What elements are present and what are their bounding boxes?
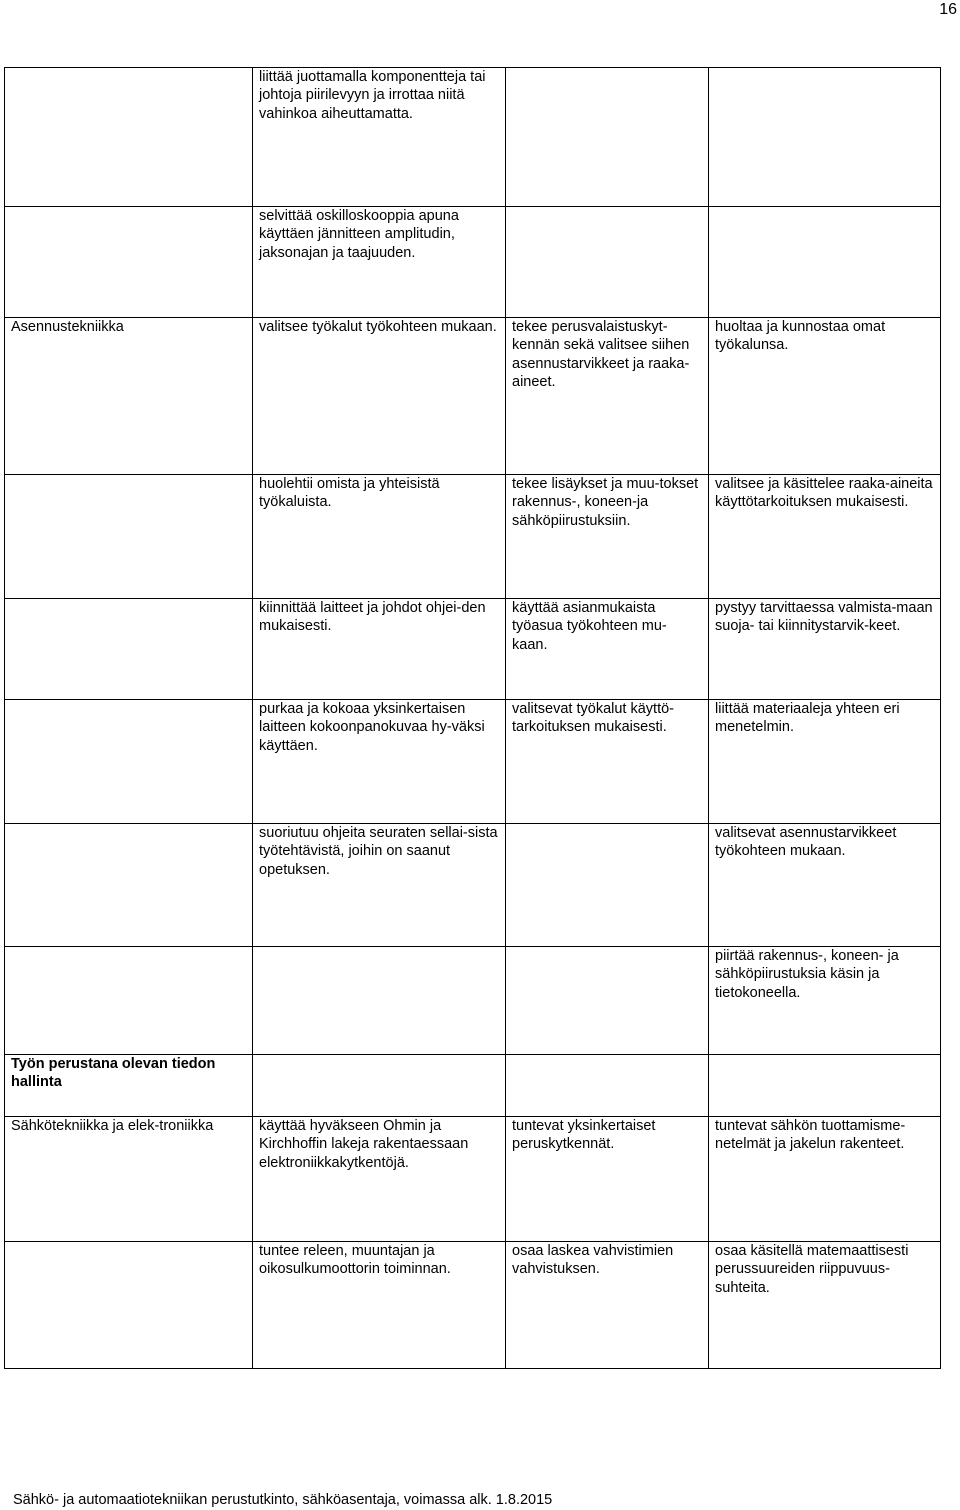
page-number: 16	[939, 1, 957, 18]
table-cell	[506, 824, 709, 947]
table-cell	[5, 68, 253, 207]
table-cell: liittää juottamalla komponentteja tai johtoja piirilevyyn ja irrottaa niitä vahinkoa aiheuttamatta.	[253, 68, 506, 207]
table-cell: kiinnittää laitteet ja johdot ohjei-den mukaisesti.	[253, 599, 506, 700]
table-row	[5, 207, 941, 318]
table-cell: tekee lisäykset ja muu-tokset rakennus-, koneen-ja sähköpiirustuksiin.	[506, 475, 709, 599]
table-cell	[253, 1055, 506, 1117]
table-cell	[5, 599, 253, 700]
table-cell: purkaa ja kokoaa yksinkertaisen laitteen kokoonpanokuvaa hy-väksi käyttäen.	[253, 700, 506, 824]
table-cell	[506, 1055, 709, 1117]
table-cell	[5, 700, 253, 824]
page-footer: Sähkö- ja automaatiotekniikan perustutkinto, sähköasentaja, voimassa alk. 1.8.2015	[13, 1492, 553, 1508]
table-cell	[506, 947, 709, 1055]
table-row	[5, 1242, 941, 1369]
table-cell: huoltaa ja kunnostaa omat työkalunsa.	[709, 318, 941, 475]
table-cell: tuntee releen, muuntajan ja oikosulkumoottorin toiminnan.	[253, 1242, 506, 1369]
table-cell	[506, 68, 709, 207]
table-cell: valitsevat työkalut käyttö-tarkoituksen mukaisesti.	[506, 700, 709, 824]
table-cell	[5, 824, 253, 947]
table-cell: valitsee työkalut työkohteen mukaan.	[253, 318, 506, 475]
table-row	[5, 824, 941, 947]
table-row	[5, 475, 941, 599]
table-cell: käyttää hyväkseen Ohmin ja Kirchhoffin lakeja rakentaessaan elektroniikkakytkentöjä.	[253, 1117, 506, 1242]
table-cell: tuntevat yksinkertaiset peruskytkennät.	[506, 1117, 709, 1242]
table-row	[5, 947, 941, 1055]
table-cell	[5, 207, 253, 318]
table-cell	[506, 207, 709, 318]
criteria-table	[4, 67, 941, 1369]
table-cell: pystyy tarvittaessa valmista-maan suoja- tai kiinnitystarvik-keet.	[709, 599, 941, 700]
table-row	[5, 68, 941, 207]
table-row	[5, 1055, 941, 1117]
table-cell	[5, 1242, 253, 1369]
table-cell: selvittää oskilloskooppia apuna käyttäen jännitteen amplitudin, jaksonajan ja taajuuden.	[253, 207, 506, 318]
table-cell: tuntevat sähkön tuottamisme-netelmät ja jakelun rakenteet.	[709, 1117, 941, 1242]
table-row	[5, 318, 941, 475]
table-cell: Asennustekniikka	[5, 318, 253, 475]
table-cell: valitsevat asennustarvikkeet työkohteen mukaan.	[709, 824, 941, 947]
table-row	[5, 1117, 941, 1242]
table-row	[5, 599, 941, 700]
table-cell: tekee perusvalaistuskyt-kennän sekä valitsee siihen asennustarvikkeet ja raaka-aineet.	[506, 318, 709, 475]
table-cell	[5, 947, 253, 1055]
table-cell: liittää materiaaleja yhteen eri menetelmin.	[709, 700, 941, 824]
table-cell	[709, 1055, 941, 1117]
table-cell: piirtää rakennus-, koneen- ja sähköpiirustuksia käsin ja tietokoneella.	[709, 947, 941, 1055]
section-heading: Työn perustana olevan tiedon hallinta	[5, 1055, 253, 1117]
table-cell	[709, 207, 941, 318]
table-row	[5, 700, 941, 824]
table-cell	[5, 475, 253, 599]
table-cell: suoriutuu ohjeita seuraten sellai-sista työtehtävistä, joihin on saanut opetuksen.	[253, 824, 506, 947]
table-cell: huolehtii omista ja yhteisistä työkaluista.	[253, 475, 506, 599]
table-cell: käyttää asianmukaista työasua työkohteen mu-kaan.	[506, 599, 709, 700]
table-cell: osaa käsitellä matemaattisesti perussuureiden riippuvuus-suhteita.	[709, 1242, 941, 1369]
table-cell	[253, 947, 506, 1055]
table-cell: valitsee ja käsittelee raaka-aineita käyttötarkoituksen mukaisesti.	[709, 475, 941, 599]
table-cell: Sähkötekniikka ja elek-troniikka	[5, 1117, 253, 1242]
table-cell	[709, 68, 941, 207]
table-cell: osaa laskea vahvistimien vahvistuksen.	[506, 1242, 709, 1369]
